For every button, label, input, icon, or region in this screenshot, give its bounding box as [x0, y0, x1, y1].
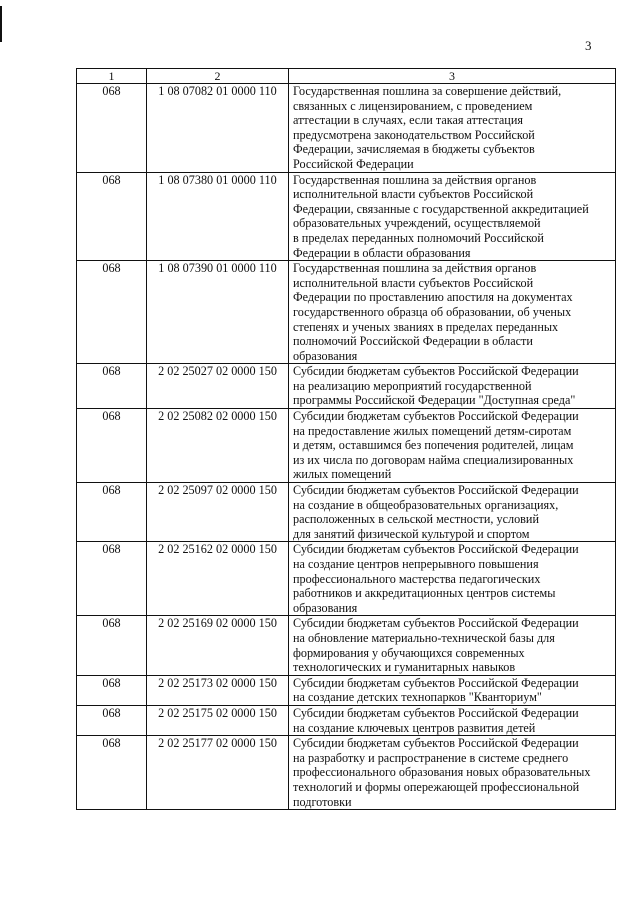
- admin-code-cell: 068: [77, 364, 147, 409]
- revenue-name-cell: [289, 364, 616, 409]
- revenue-name-line: образования: [293, 348, 358, 363]
- budget-classification-code-cell: 2 02 25169 02 0000 150: [147, 616, 289, 675]
- revenue-name-line: на реализацию мероприятий государственной: [293, 378, 532, 393]
- revenue-name-cell: [289, 261, 616, 364]
- revenue-name-cell: [289, 616, 616, 675]
- scan-edge-mark: [0, 6, 2, 42]
- revenue-name-line: жилых помещений: [293, 467, 392, 482]
- revenue-name-line: на создание детских технопарков "Кванториум": [293, 690, 542, 705]
- header-col-2: 2: [147, 69, 289, 84]
- admin-code-cell: 068: [77, 261, 147, 364]
- revenue-name-line: степенях и ученых званиях в пределах переданных: [293, 319, 559, 334]
- admin-code-cell: 068: [77, 736, 147, 810]
- table-header: [77, 69, 616, 84]
- revenue-name-line: Субсидии бюджетам субъектов Российской Федерации: [293, 616, 579, 631]
- admin-code-cell: 068: [77, 675, 147, 705]
- revenue-name-cell: [289, 172, 616, 261]
- budget-classification-code-cell: 2 02 25027 02 0000 150: [147, 364, 289, 409]
- admin-code-cell: 068: [77, 616, 147, 675]
- revenue-name-line: предусмотрена законодательством Российской: [293, 127, 535, 142]
- revenue-name-line: и детям, оставшимся без попечения родителей, лицам: [293, 438, 574, 453]
- table-row: [77, 84, 616, 173]
- page-number: 3: [585, 38, 592, 53]
- revenue-name-line: в пределах переданных полномочий Российской: [293, 230, 544, 245]
- revenue-name-line: образовательных учреждений, осуществляемой: [293, 216, 541, 231]
- revenue-name-line: на создание центров непрерывного повышения: [293, 557, 539, 571]
- table-row: [77, 261, 616, 364]
- revenue-name-cell: [289, 409, 616, 483]
- revenue-name-line: Государственная пошлина за действия органов: [293, 172, 537, 187]
- budget-classification-code-cell: 2 02 25173 02 0000 150: [147, 675, 289, 705]
- revenue-name-cell: [289, 675, 616, 705]
- revenue-name-line: на создание ключевых центров развития детей: [293, 720, 536, 735]
- table-row: [77, 483, 616, 542]
- revenue-name-line: подготовки: [293, 794, 352, 809]
- revenue-name-cell: [289, 84, 616, 173]
- revenue-name-line: исполнительной власти субъектов Российской: [293, 187, 534, 202]
- revenue-name-line: работников и аккредитационных центров системы: [293, 586, 556, 601]
- revenue-name-line: формирования у обучающихся современных: [293, 645, 525, 660]
- revenue-name-line: Федерации, связанные с государственной аккредитацией: [293, 201, 589, 216]
- revenue-name-line: Федерации, зачисляемая в бюджеты субъектов: [293, 142, 535, 157]
- table-row: [77, 172, 616, 261]
- header-row: [77, 69, 616, 84]
- revenue-name-line: Государственная пошлина за совершение действий,: [293, 84, 562, 98]
- revenue-name-line: программы Российской Федерации "Доступная среда": [293, 393, 576, 408]
- budget-classification-code-cell: 2 02 25175 02 0000 150: [147, 705, 289, 735]
- admin-code-cell: 068: [77, 84, 147, 173]
- revenue-name-line: связанных с лицензированием, с проведением: [293, 98, 533, 113]
- revenue-name-cell: [289, 736, 616, 810]
- table-row: [77, 675, 616, 705]
- revenue-name-line: Субсидии бюджетам субъектов Российской Федерации: [293, 409, 579, 424]
- revenue-name-line: технологических и гуманитарных навыков: [293, 660, 516, 675]
- header-col-1: 1: [77, 69, 147, 84]
- revenue-name-line: технологий и формы опережающей профессиональной: [293, 779, 580, 794]
- admin-code-cell: 068: [77, 542, 147, 616]
- revenue-name-line: аттестации в случаях, если такая аттестация: [293, 113, 523, 128]
- table-body: [77, 84, 616, 810]
- revenue-name-line: профессионального мастерства педагогических: [293, 571, 541, 586]
- admin-code-cell: 068: [77, 483, 147, 542]
- revenue-name-cell: [289, 705, 616, 735]
- revenue-name-line: Федерации в области образования: [293, 245, 471, 260]
- revenue-name-line: на создание в общеобразовательных организациях,: [293, 497, 559, 512]
- revenue-name-line: из их числа по договорам найма специализированных: [293, 452, 574, 467]
- revenue-name-line: Федерации по проставлению апостиля на документах: [293, 290, 573, 305]
- table-row: [77, 542, 616, 616]
- admin-code-cell: 068: [77, 409, 147, 483]
- table-row: [77, 616, 616, 675]
- revenue-name-line: на предоставление жилых помещений детям-сиротам: [293, 423, 572, 438]
- revenue-name-cell: [289, 483, 616, 542]
- header-col-3: 3: [289, 69, 616, 84]
- budget-codes-table: [76, 68, 616, 810]
- revenue-name-line: Государственная пошлина за действия органов: [293, 261, 537, 276]
- budget-classification-code-cell: 2 02 25177 02 0000 150: [147, 736, 289, 810]
- budget-classification-code-cell: 2 02 25097 02 0000 150: [147, 483, 289, 542]
- revenue-name-cell: [289, 542, 616, 616]
- table-row: [77, 364, 616, 409]
- revenue-name-line: государственного образца об образовании, об ученых: [293, 304, 572, 319]
- revenue-name-line: расположенных в сельской местности, условий: [293, 512, 539, 527]
- table-row: [77, 409, 616, 483]
- revenue-name-line: на обновление материально-технической базы для: [293, 630, 555, 645]
- revenue-name-line: Субсидии бюджетам субъектов Российской Федерации: [293, 736, 579, 751]
- revenue-name-line: полномочий Российской Федерации в области: [293, 334, 533, 349]
- revenue-name-line: образования: [293, 600, 358, 615]
- table-row: [77, 705, 616, 735]
- revenue-name-line: Субсидии бюджетам субъектов Российской Федерации: [293, 542, 579, 557]
- revenue-name-line: для занятий физической культурой и спортом: [293, 526, 530, 541]
- admin-code-cell: 068: [77, 172, 147, 261]
- revenue-name-line: Субсидии бюджетам субъектов Российской Федерации: [293, 364, 579, 379]
- budget-classification-code-cell: 1 08 07082 01 0000 110: [147, 84, 289, 173]
- budget-classification-code-cell: 1 08 07380 01 0000 110: [147, 172, 289, 261]
- table-row: [77, 736, 616, 810]
- revenue-name-line: на разработку и распространение в системе среднего: [293, 750, 569, 765]
- revenue-name-line: Субсидии бюджетам субъектов Российской Федерации: [293, 705, 579, 720]
- revenue-name-line: профессионального образования новых образовательных: [293, 765, 591, 780]
- revenue-name-line: исполнительной власти субъектов Российской: [293, 275, 534, 290]
- budget-classification-code-cell: 2 02 25162 02 0000 150: [147, 542, 289, 616]
- revenue-name-line: Субсидии бюджетам субъектов Российской Федерации: [293, 675, 579, 690]
- revenue-name-line: Российской Федерации: [293, 156, 414, 171]
- admin-code-cell: 068: [77, 705, 147, 735]
- revenue-name-line: Субсидии бюджетам субъектов Российской Федерации: [293, 483, 579, 498]
- budget-classification-code-cell: 1 08 07390 01 0000 110: [147, 261, 289, 364]
- budget-classification-code-cell: 2 02 25082 02 0000 150: [147, 409, 289, 483]
